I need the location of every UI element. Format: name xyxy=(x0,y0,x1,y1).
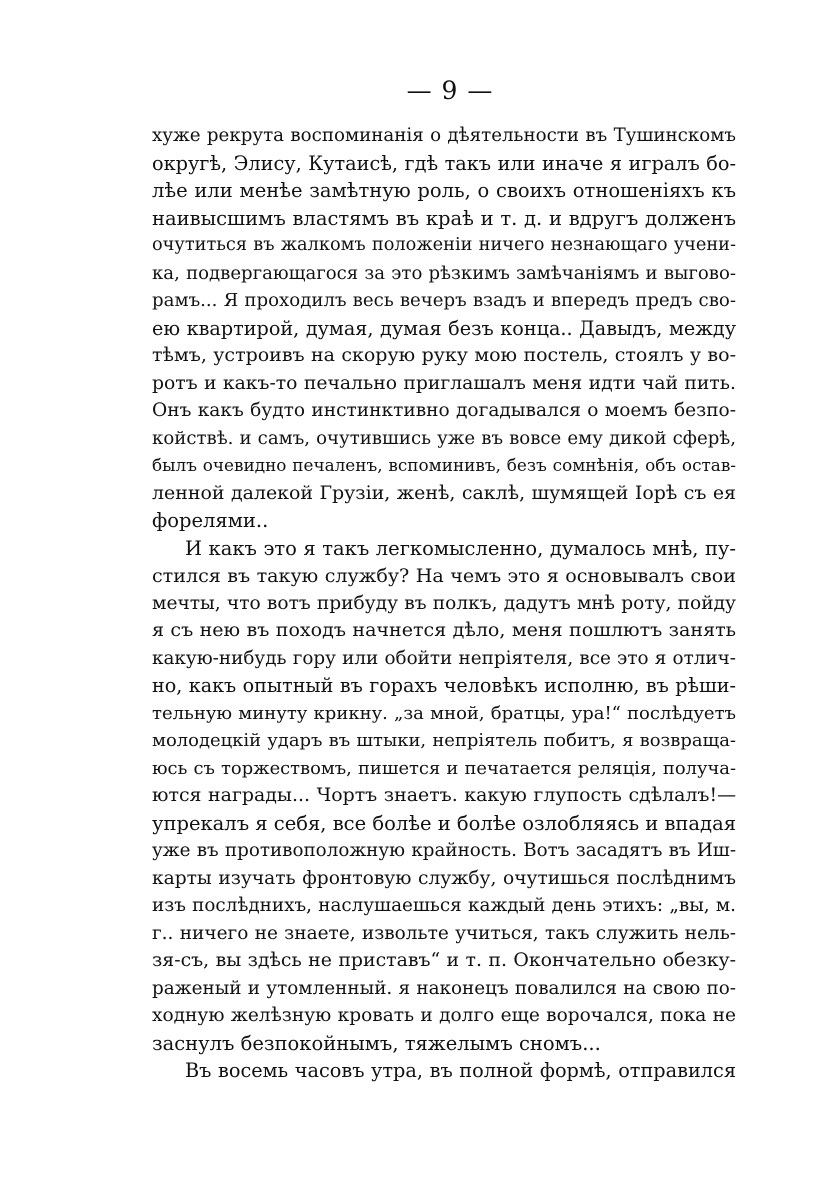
page-number: — 9 — xyxy=(406,76,494,105)
text-line: заснулъ безпокойнымъ, тяжелымъ сномъ... xyxy=(152,1031,601,1055)
text-line: уже въ противоположную крайность. Вотъ засадятъ въ Иш- xyxy=(152,840,736,861)
text-line: ленной далекой Грузіи, женѣ, саклѣ, шумящей Іорѣ съ ея xyxy=(152,481,736,504)
text-line: лѣе или менѣе замѣтную роль, о своихъ отношеніяхъ къ xyxy=(152,179,736,202)
text-line: г.. ничего не знаете, извольте учиться, такъ служить нель- xyxy=(152,922,736,944)
text-line: очутиться въ жалкомъ положеніи ничего незнающаго учени- xyxy=(152,235,736,255)
text-line: тельную минуту крикну. „за мной, братцы, ура!“ послѣдуетъ xyxy=(152,702,736,724)
text-line: зя-съ, вы здѣсь не приставъ“ и т. п. Окончательно обезку- xyxy=(152,949,736,971)
body-text xyxy=(152,122,736,1085)
text-line: округѣ, Элису, Кутаисѣ, гдѣ такъ или иначе я игралъ бо- xyxy=(152,151,736,175)
text-line: И какъ это я такъ легкомысленно, думалось мнѣ, пу- xyxy=(185,536,736,560)
text-line: ходную желѣзную кровать и долго еще ворочался, пока не xyxy=(152,1005,736,1026)
paragraph-1 xyxy=(152,122,736,535)
text-line: Въ восемь часовъ утра, въ полной формѣ, отправился xyxy=(185,1059,736,1082)
text-line: ка, подвергающагося за это рѣзкимъ замѣчаніямъ и выгово- xyxy=(152,262,736,284)
text-line: карты изучать фронтовую службу, очутишься послѣднимъ xyxy=(152,867,736,889)
text-line: изъ послѣднихъ, наслушаешься каждый день этихъ: „вы, м. xyxy=(152,895,736,916)
text-line: ются награды... Чортъ знаетъ. какую глупость сдѣлалъ!— xyxy=(152,784,736,806)
text-line: тѣмъ, устроивъ на скорую руку мою постель, стоялъ у во- xyxy=(152,344,736,366)
text-line: юсь съ торжествомъ, пишется и печатается реляція, получа- xyxy=(152,757,736,779)
text-line: мечты, что вотъ прибуду въ полкъ, дадутъ мнѣ роту, пойду xyxy=(152,592,736,614)
text-line: хуже рекрута воспоминанія о дѣятельности въ Тушинскомъ xyxy=(152,125,736,146)
text-line: Онъ какъ будто инстинктивно догадывался о моемъ безпо- xyxy=(152,400,736,421)
text-line: наивысшимъ властямъ въ краѣ и т. д. и вдругъ долженъ xyxy=(152,206,736,230)
paragraph-3 xyxy=(152,1057,736,1085)
text-line: стился въ такую службу? На чемъ это я основывалъ свои xyxy=(152,564,736,587)
text-line: молодецкій ударъ въ штыки, непріятель побитъ, я возвраща- xyxy=(152,730,736,751)
text-line: раженый и утомленный. я наконецъ повалился на свою по- xyxy=(152,977,736,999)
text-line: упрекалъ я себя, все болѣе и болѣе озлобляясь и впадая xyxy=(152,811,736,835)
text-line: я съ нею въ походъ начнется дѣло, меня пошлютъ занять xyxy=(152,619,736,641)
text-line: но, какъ опытный въ горахъ человѣкъ исполню, въ рѣши- xyxy=(152,674,736,697)
text-line: былъ очевидно печаленъ, вспоминивъ, безъ сомнѣнія, объ остав- xyxy=(152,455,736,475)
text-line: форелями.. xyxy=(152,509,269,532)
text-line: рамъ... Я проходилъ весь вечеръ взадъ и впередъ предъ сво- xyxy=(152,290,736,311)
text-line: койствѣ. и самъ, очутившись уже въ вовсе ему дикой сферѣ, xyxy=(152,427,736,449)
paragraph-2 xyxy=(152,535,736,1058)
text-line: ротъ и какъ-то печально приглашалъ меня идти чай пить. xyxy=(152,372,736,394)
text-line: какую-нибудь гору или обойти непріятеля, все это я отлич- xyxy=(152,647,736,669)
text-line: ею квартирой, думая, думая безъ конца.. Давыдъ, между xyxy=(152,316,736,340)
